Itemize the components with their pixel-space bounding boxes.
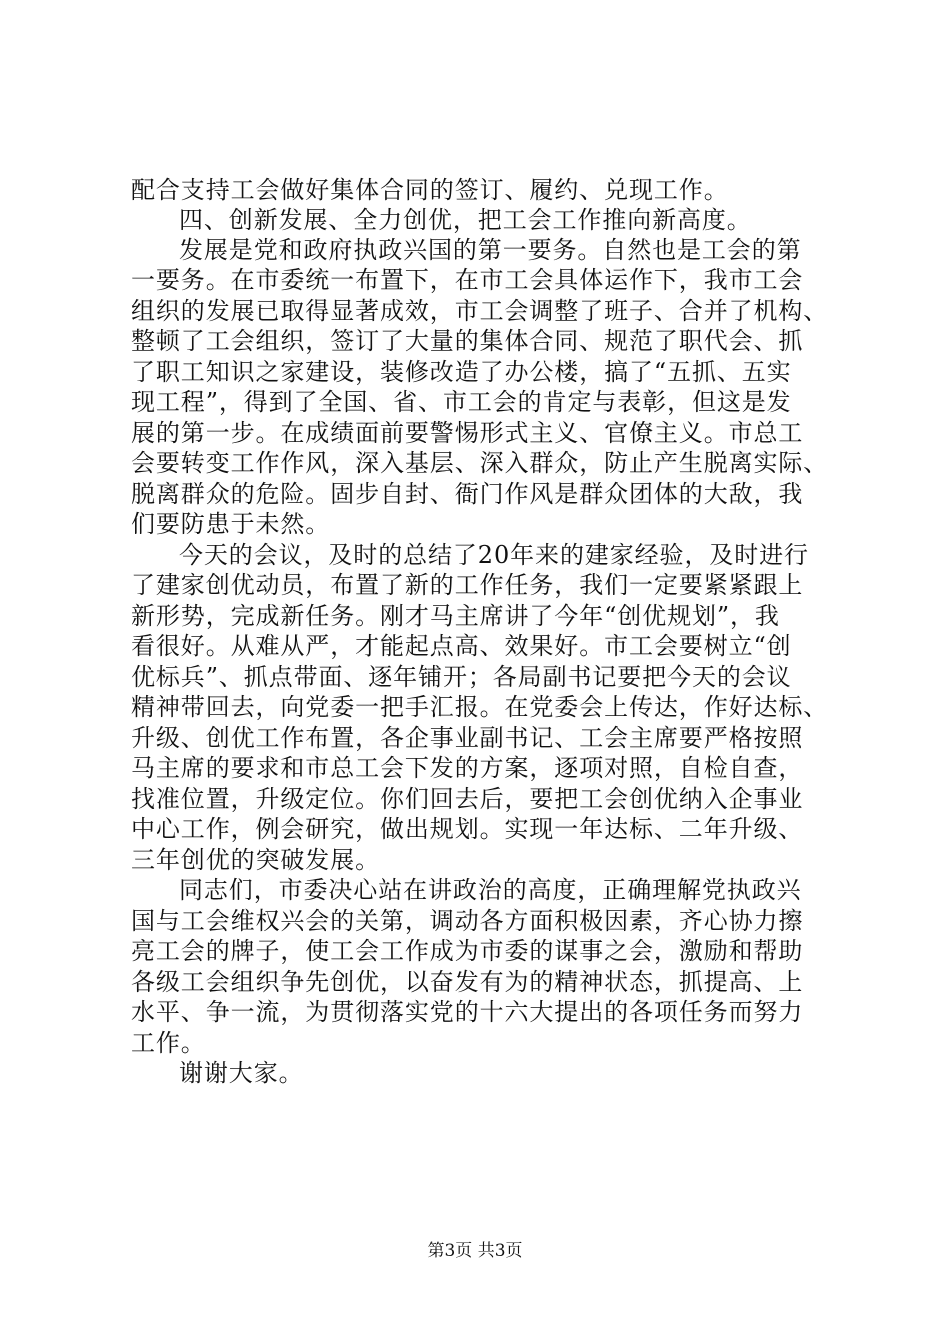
text-line-12: 们要防患于未然。 [131, 510, 331, 538]
text-line-6: 整顿了工会组织，签订了大量的集体合同、规范了职代会、抓 [131, 327, 804, 355]
text-line-14: 了建家创优动员，布置了新的工作任务，我们一定要紧紧跟上 [131, 571, 804, 599]
text-line-28: 水平、争一流，为贯彻落实党的十六大提出的各项任务而努力 [131, 998, 804, 1026]
text-line-19: 升级、创优工作布置，各企事业副书记、工会主席要严格按照 [131, 724, 804, 752]
text-line-26: 亮工会的牌子，使工会工作成为市委的谋事之会，激励和帮助 [131, 937, 804, 965]
text-line-18: 精神带回去，向党委一把手汇报。在党委会上传达，作好达标、 [131, 693, 829, 721]
text-line-15: 新形势，完成新任务。刚才马主席讲了今年“创优规划”，我 [131, 602, 780, 630]
text-line-11: 脱离群众的危险。固步自封、衙门作风是群众团体的大敌，我 [131, 480, 804, 508]
text-line-3: 发展是党和政府执政兴国的第一要务。自然也是工会的第 [179, 236, 802, 264]
text-line-23: 三年创优的突破发展。 [131, 846, 380, 874]
text-line-17: 优标兵”、抓点带面、逐年铺开；各局副书记要把今天的会议 [131, 663, 792, 691]
text-line-24: 同志们，市委决心站在讲政治的高度，正确理解党执政兴 [179, 876, 802, 904]
text-line-5: 组织的发展已取得显著成效，市工会调整了班子、合并了机构、 [131, 297, 829, 325]
text-line-1: 配合支持工会做好集体合同的签订、履约、兑现工作。 [131, 176, 729, 204]
text-line-21: 找准位置，升级定位。你们回去后，要把工会创优纳入企事业 [131, 785, 804, 813]
page-number-footer: 第3页 共3页 [427, 1241, 523, 1261]
text-line-13: 今天的会议，及时的总结了20年来的建家经验，及时进行 [179, 541, 809, 569]
text-line-27: 各级工会组织争先创优，以奋发有为的精神状态，抓提高、上 [131, 968, 804, 996]
text-line-10: 会要转变工作作风，深入基层、深入群众，防止产生脱离实际、 [131, 449, 829, 477]
text-line-25: 国与工会维权兴会的关第，调动各方面积极因素，齐心协力擦 [131, 907, 804, 935]
text-line-20: 马主席的要求和市总工会下发的方案，逐项对照，自检自查， [131, 754, 804, 782]
section-heading-4: 四、创新发展、全力创优，把工会工作推向新高度。 [179, 206, 752, 234]
text-line-4: 一要务。在市委统一布置下，在市工会具体运作下，我市工会 [131, 266, 804, 294]
text-line-9: 展的第一步。在成绩面前要警惕形式主义、官僚主义。市总工 [131, 419, 804, 447]
text-line-29: 工作。 [131, 1029, 206, 1057]
text-line-22: 中心工作，例会研究，做出规划。实现一年达标、二年升级、 [131, 815, 804, 843]
closing-line: 谢谢大家。 [179, 1059, 304, 1087]
text-line-8: 现工程”，得到了全国、省、市工会的肯定与表彰，但这是发 [131, 388, 792, 416]
text-line-16: 看很好。从难从严，才能起点高、效果好。市工会要树立“创 [131, 632, 792, 660]
text-line-7: 了职工知识之家建设，装修改造了办公楼，搞了“五抓、五实 [131, 358, 792, 386]
